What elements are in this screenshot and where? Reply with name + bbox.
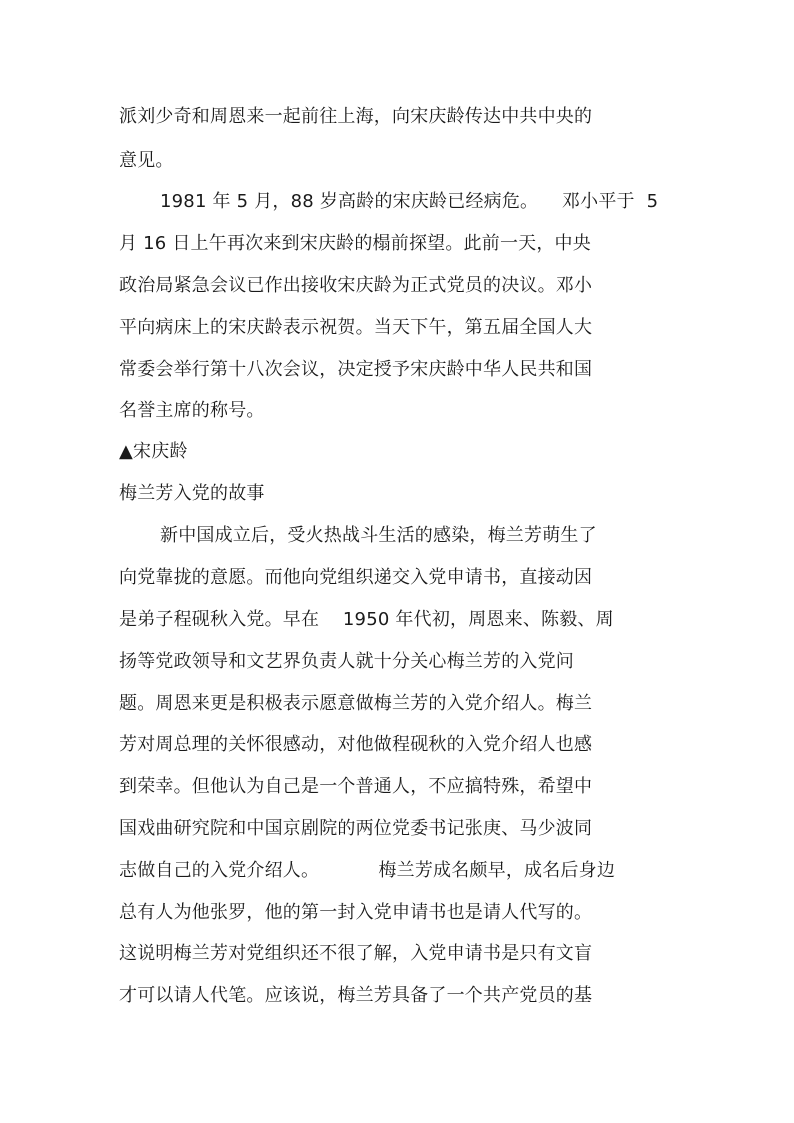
text-line: 扬等党政领导和文艺界负责人就十分关心梅兰芳的入党问 (119, 651, 574, 672)
text-line: 月 16 日上午再次来到宋庆龄的榻前探望。此前一天，中央 (119, 233, 591, 254)
text-line: 才可以请人代笔。应该说，梅兰芳具备了一个共产党员的基 (119, 985, 593, 1006)
text-line: 派刘少奇和周恩来一起前往上海，向宋庆龄传达中共中央的 (119, 106, 593, 127)
text-line: 志做自己的入党介绍人。 梅兰芳成名颇早，成名后身边 (119, 860, 616, 881)
text-line: 到荣幸。但他认为自己是一个普通人，不应搞特殊，希望中 (119, 776, 593, 797)
text-line: 名誉主席的称号。 (119, 400, 265, 421)
text-line: 国戏曲研究院和中国京剧院的两位党委书记张庚、马少波同 (119, 818, 593, 839)
text-line: 总有人为他张罗，他的第一封入党申请书也是请人代写的。 (119, 902, 593, 923)
text-line: 新中国成立后，受火热战斗生活的感染，梅兰芳萌生了 (160, 525, 597, 546)
section-heading: 梅兰芳入党的故事 (119, 483, 265, 504)
text-line: 意见。 (119, 150, 174, 171)
image-caption: ▲宋庆龄 (119, 441, 188, 462)
text-line: 向党靠拢的意愿。而他向党组织递交入党申请书，直接动因 (119, 567, 593, 588)
text-line: 这说明梅兰芳对党组织还不很了解，入党申请书是只有文盲 (119, 943, 593, 964)
text-line: 1981 年 5 月，88 岁高龄的宋庆龄已经病危。 邓小平于 5 (160, 191, 659, 212)
text-line: 是弟子程砚秋入党。早在 1950 年代初，周恩来、陈毅、周 (119, 609, 614, 630)
text-line: 芳对周总理的关怀很感动，对他做程砚秋的入党介绍人也感 (119, 734, 593, 755)
text-line: 平向病床上的宋庆龄表示祝贺。当天下午，第五届全国人大 (119, 317, 593, 338)
text-line: 题。周恩来更是积极表示愿意做梅兰芳的入党介绍人。梅兰 (119, 693, 593, 714)
text-line: 常委会举行第十八次会议，决定授予宋庆龄中华人民共和国 (119, 359, 593, 380)
text-line: 政治局紧急会议已作出接收宋庆龄为正式党员的决议。邓小 (119, 275, 593, 296)
